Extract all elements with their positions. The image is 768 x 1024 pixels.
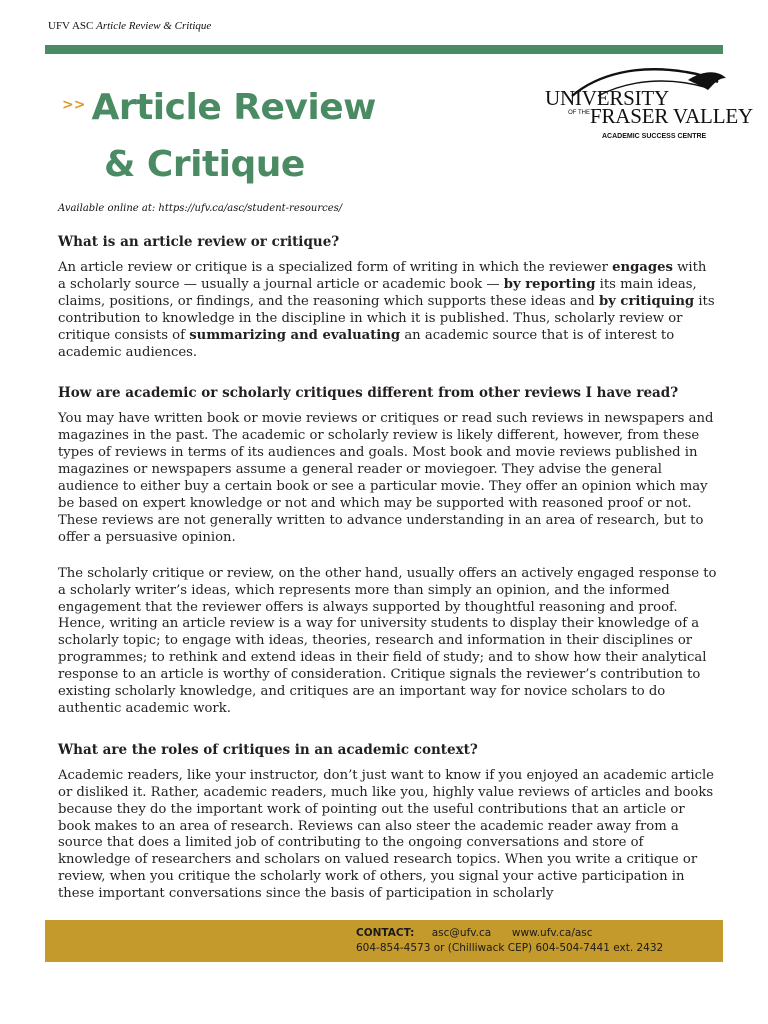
ufv-logo [540, 66, 753, 146]
double-chevron-icon: >> [62, 97, 86, 113]
section-heading: What are the roles of critiques in an academic context? [58, 741, 478, 758]
body-paragraph: The scholarly critique or review, on the other hand, usually offers an actively engaged response to a scholarly writer’s ideas, which represents more than simply an opinion, and the informed engagement that the reviewer offers is always supported by thoughtful reasoning and proof. Hence, writing an article review is a way for university students to display their knowledge of a scholarly topic; to engage with ideas, theories, research and information in their disciplines or programmes; to rethink and extend ideas in their field of study; and to show how their analytical response to an article is worthy of consideration. Critique signals the reviewer’s contribution to existing scholarly knowledge, and critiques are an important way for novice scholars to do authentic academic work. [58, 565, 717, 716]
contact-block [356, 926, 663, 956]
emphasis-by-critiquing: by critiquing [598, 293, 695, 309]
logo-fraser-valley: FRASER VALLEY [590, 104, 753, 128]
section-heading: What is an article review or critique? [58, 234, 340, 250]
top-rule [45, 45, 723, 54]
main-content [58, 232, 718, 903]
page-title [62, 80, 376, 193]
intro-paragraph: An article review or critique is a specialized form of writing in which the reviewer engages with a scholarly source — usually a journal article or academic book — by reporting its main ideas, claims, positions, or findings, and the reasoning which supports these ideas and by critiquing its contribution to knowledge in the discipline in which it is published. Thus, scholarly review or critique consists of summarizing and evaluating an academic source that is of interest to academic audiences. [58, 260, 715, 360]
logo-of-the: OF THE [568, 110, 590, 116]
emphasis-engages: engages [612, 260, 673, 275]
running-header-org: UFV ASC [48, 20, 94, 32]
contact-web-link[interactable]: www.ufv.ca/asc [511, 927, 593, 939]
contact-phone: 604-854-4573 or (Chilliwack CEP) 604-504-7441 ext. 2432 [356, 942, 664, 954]
logo-university: UNIVERSITY [545, 86, 669, 110]
title-line-2: & Critique [104, 144, 305, 185]
section-heading: How are academic or scholarly critiques different from other reviews I have read? [58, 385, 679, 402]
contact-label: CONTACT: [356, 927, 415, 939]
contact-email-link[interactable]: asc@ufv.ca [431, 927, 492, 939]
running-header-doc: Article Review & Critique [96, 20, 212, 32]
running-header [48, 20, 211, 32]
title-line-1: Article Review [91, 87, 376, 128]
emphasis-by-reporting: by reporting [503, 276, 596, 292]
body-paragraph: Academic readers, like your instructor, don’t just want to know if you enjoyed an academic article or disliked it. Rather, academic readers, much like you, highly value reviews of articles and books because they do the important work of pointing out the useful contributions that an article or book makes to an area of research. Reviews can also steer the academic reader away from a source that does a limited job of contributing to the ongoing conversations and store of knowledge of researchers and scholars on valued research topics. When you write a critique or review, when you critique the scholarly work of others, you signal your active participation in these important conversations since the basis of participation in scholarly [58, 767, 714, 902]
body-paragraph: You may have written book or movie reviews or critiques or read such reviews in newspapers and magazines in the past. The academic or scholarly review is likely different, however, from these types of reviews in terms of its audiences and goals. Most book and movie reviews published in magazines or newspapers assume a general reader or moviegoer. They advise the general audience to either buy a certain book or see a particular movie. They offer an opinion which may be based on expert knowledge or not and which may be supported with reasoned proof or not. These reviews are not generally written to advance understanding in an area of research, but to offer a persuasive opinion. [58, 411, 714, 545]
contact-footer [45, 920, 723, 962]
emphasis-summarizing: summarizing and evaluating [189, 327, 401, 343]
logo-centre: ACADEMIC SUCCESS CENTRE [602, 133, 707, 140]
available-online: Available online at: https://ufv.ca/asc/student-resources/ [58, 203, 343, 214]
